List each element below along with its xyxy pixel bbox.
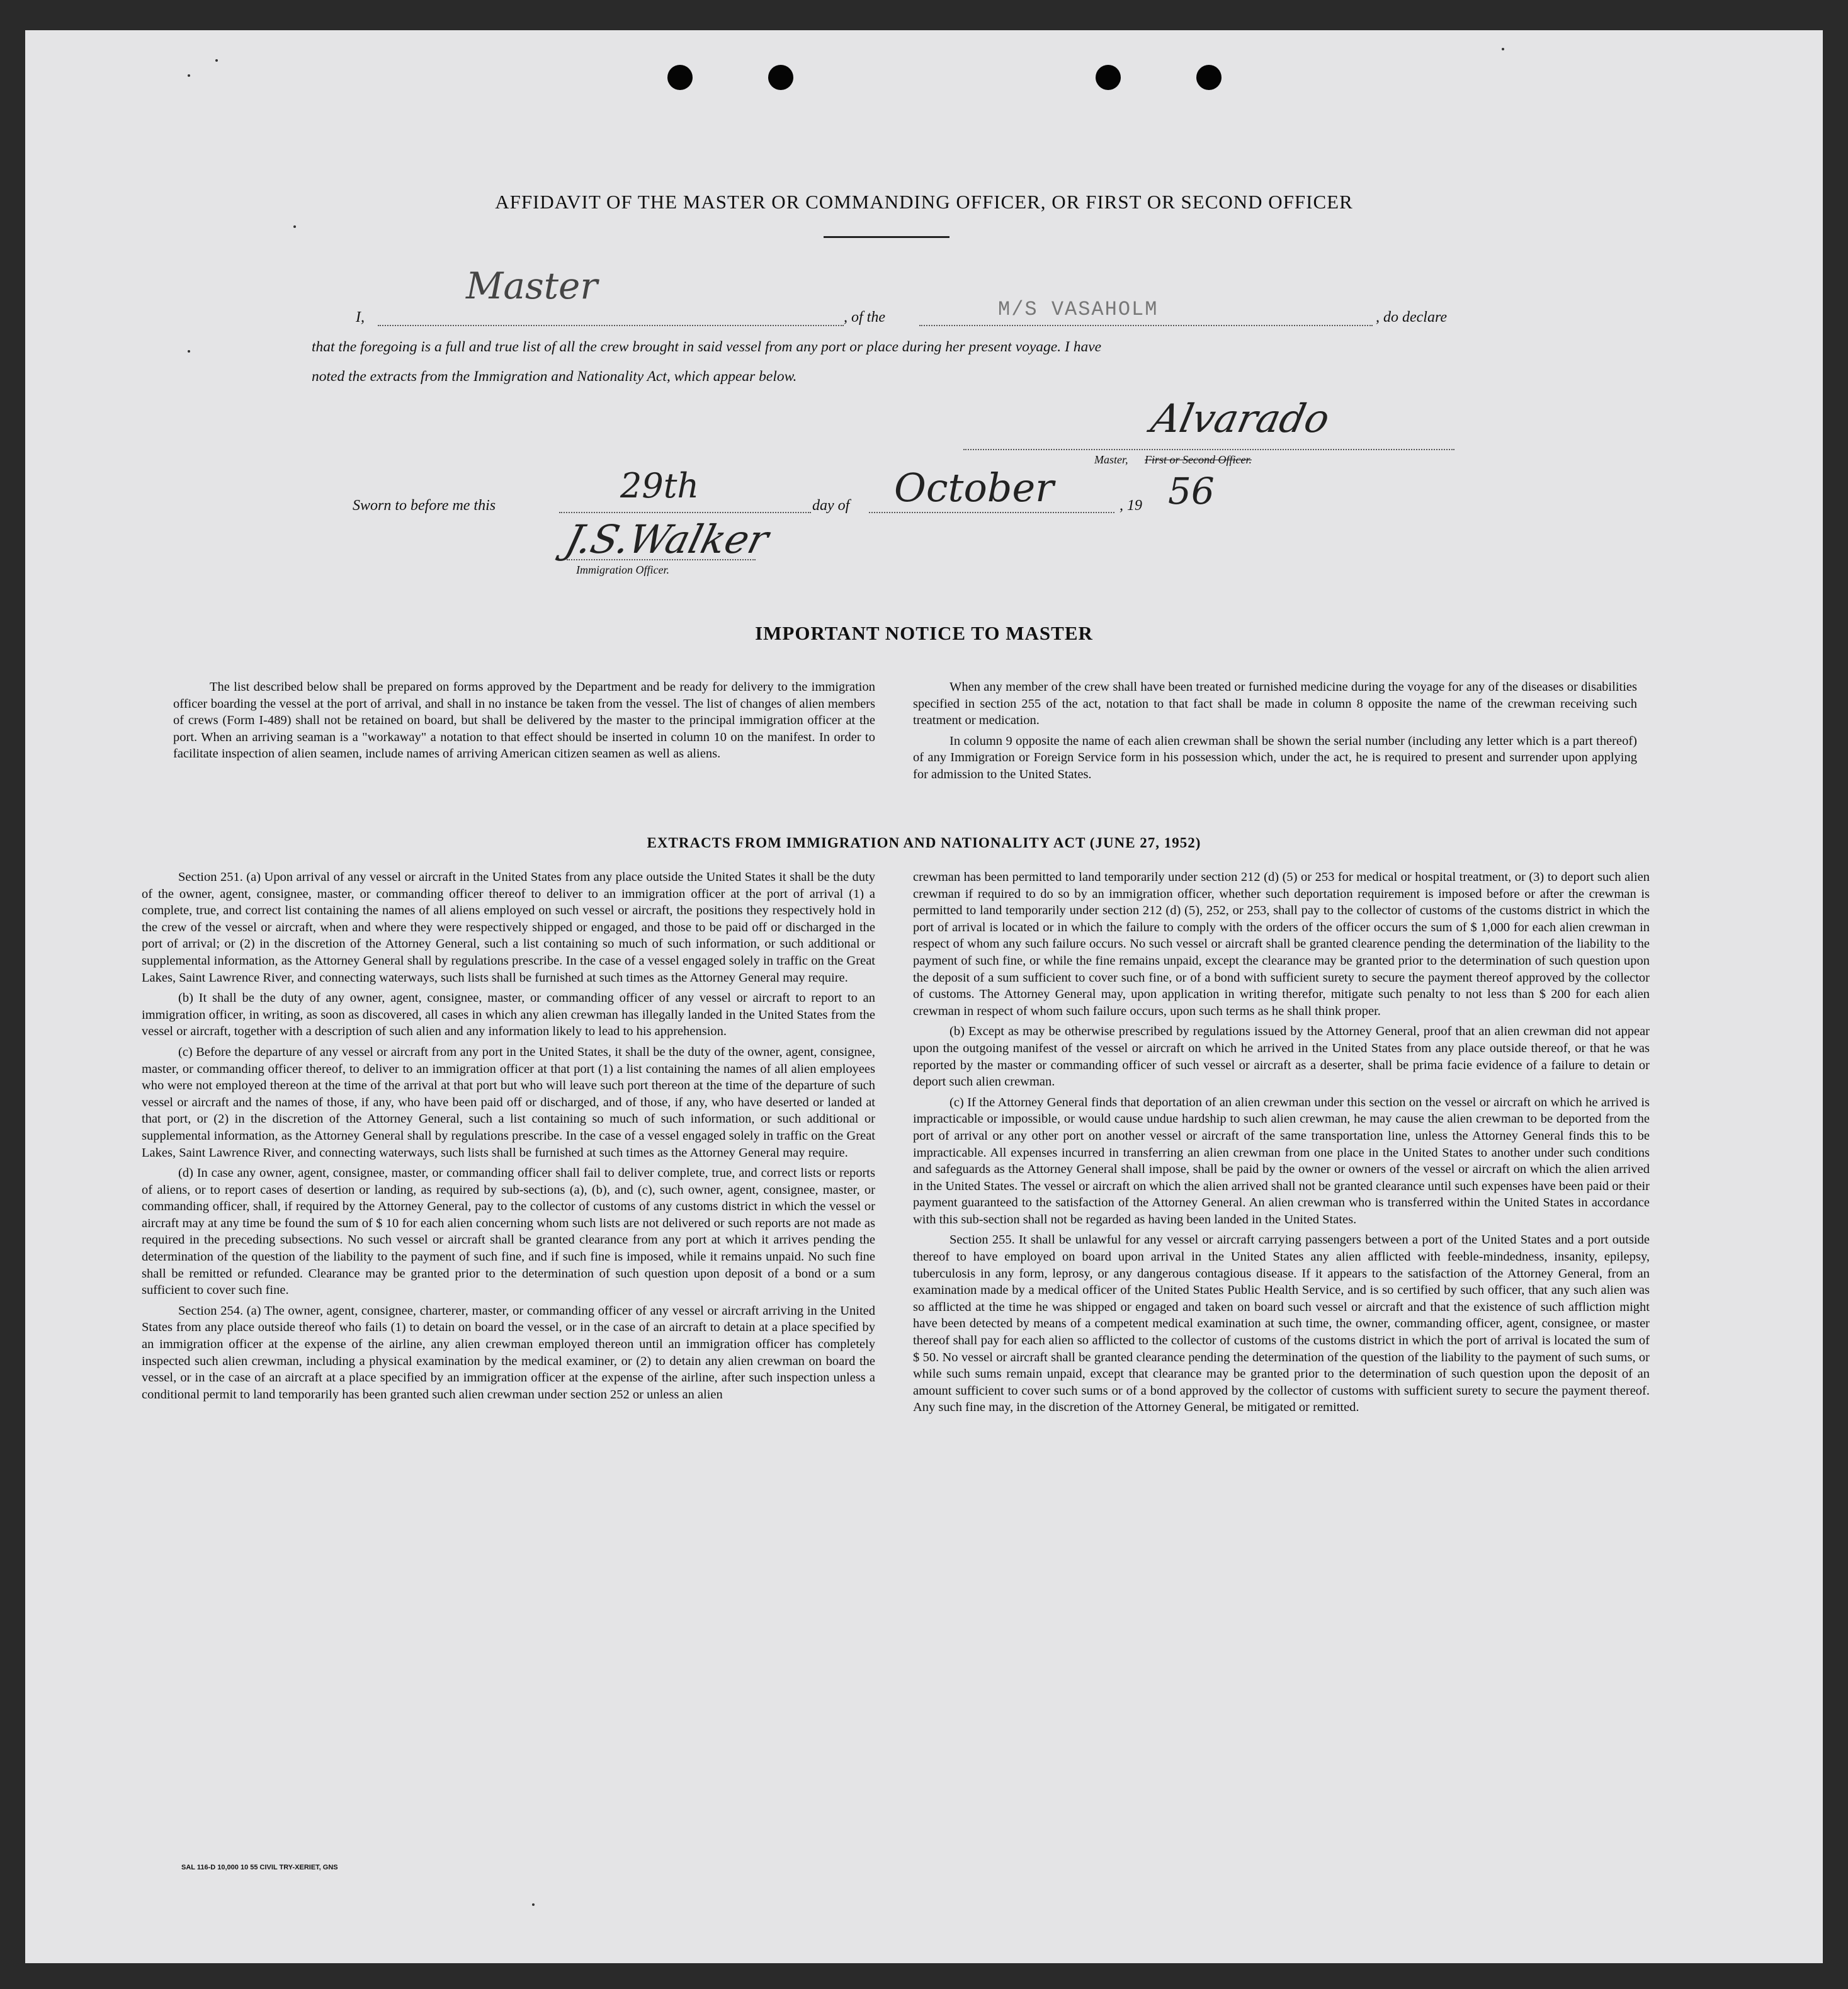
extract-paragraph: (c) Before the departure of any vessel or aircraft from any port in the United States, it shall be the duty of the owner, agent, consignee, master, or commanding officer thereof, to deliver to an immigration officer at that port (1) a list containing the names of all alien employees who were not employed thereon at the time of the arrival at that port but who will leave such port thereon at the time of the departure of such vessel or aircraft and the names of those, if any, who have been paid off or discharged, and of those, if any, who have deserted or landed at that port, or (2) in the discretion of the Attorney General, such a list containing so much of such information, or such additional or supplemental information, as the Attorney General shall by regulations prescribe. In the case of a vessel engaged solely in traffic on the Great Lakes, Saint Lawrence River, and connecting waterways, such lists shall be furnished at such times as the Attorney General may require.: [142, 1045, 875, 1160]
statement-line-2: noted the extracts from the Immigration and Nationality Act, which appear below.: [312, 368, 797, 385]
scan-speck: [188, 350, 190, 353]
officer-caption: Immigration Officer.: [576, 564, 669, 576]
extracts-title: EXTRACTS FROM IMMIGRATION AND NATIONALITY ACT (JUNE 27, 1952): [647, 835, 1201, 851]
notice-paragraph: The list described below shall be prepared on forms approved by the Department and be ready for delivery to the immigration officer boarding the vessel at the port of arrival, and shall in no instance be taken from the vessel. The list of changes of alien members of crews (Form I-489) shall not be retained on board, but shall be delivered by the master to the principal immigration officer at the port. When an arriving seaman is a "workaway" a notation to that effect should be inserted in column 10 on the manifest. In order to facilitate inspection of alien seamen, include names of arriving American citizen seamen as well as aliens.: [173, 680, 875, 761]
extract-paragraph: (d) In case any owner, agent, consignee, master, or commanding officer shall fail to deliver complete, true, and correct lists or reports of aliens, or to report cases of desertion or landing, as required by sub-sections (a), (b), and (c), such owner, agent, consignee, master, or commanding officer, shall, if required by the Attorney General, pay to the collector of customs of any customs district in which the vessel or aircraft may at any time be found the sum of $ 10 for each alien concerning whom such lists are not delivered or such reports are not made as required in the preceding subsections. No such vessel or aircraft shall be granted clearance from any port at which it arrives pending the determination of the question of the liability to the payment of such fine, and if such fine is imposed, while it remains unpaid. No such fine shall be remitted or refunded. Clearance may be granted prior to the determination of such question upon deposit of a bond or a sum sufficient to cover such fine.: [142, 1166, 875, 1298]
notice-right-column: [913, 679, 1637, 787]
punch-hole: [667, 65, 693, 90]
year-handwriting: 56: [1168, 470, 1215, 513]
punch-hole: [1196, 65, 1222, 90]
of-the-label: , of the: [844, 309, 885, 326]
day-line: [559, 512, 811, 513]
extracts-right-column: [913, 869, 1650, 1420]
master-signature-line: [963, 449, 1454, 450]
vessel-line: [919, 325, 1373, 326]
statement-line-1: that the foregoing is a full and true list of all the crew brought in said vessel from any port or place during her present voyage. I have: [312, 339, 1102, 355]
struck-officer-caption: First or Second Officer.: [1145, 453, 1252, 466]
declarant-line: [378, 325, 844, 326]
month-line: [869, 512, 1114, 513]
extract-paragraph: Section 251. (a) Upon arrival of any vessel or aircraft in the United States from any place outside the United States it shall be the duty of the owner, agent, consignee, master, or commanding officer thereof to deliver to an immigration officer at the port of arrival (1) a complete, true, and correct list containing the names of all aliens employed on such vessel or aircraft, the positions they respectively hold in the crew of the vessel or aircraft, when and where they were respectively shipped or engaged, and those to be paid off or discharged in the port of arrival; or (2) in the discretion of the Attorney General, such a list containing so much of such information, or such additional or supplemental information, as the Attorney General shall by regulations prescribe. In the case of a vessel engaged solely in traffic on the Great Lakes, Saint Lawrence River, and connecting waterways, such lists shall be furnished at such times as the Attorney General may require.: [142, 870, 875, 985]
month-handwriting: October: [894, 465, 1054, 511]
form-code: SAL 116-D 10,000 10 55 CIVIL TRY-XERIET, GNS: [181, 1864, 338, 1871]
officer-signature-line: [567, 559, 756, 560]
notice-left-column: [173, 679, 875, 766]
extracts-left-column: [142, 869, 875, 1407]
officer-signature: J.S.Walker: [560, 516, 773, 562]
do-declare-label: , do declare: [1376, 309, 1448, 326]
punch-hole: [1096, 65, 1121, 90]
extract-paragraph: (c) If the Attorney General finds that deportation of an alien crewman under this section on the vessel or aircraft on which he arrived is impracticable or impossible, or would cause undue hardship to such alien crewman, he may cause the alien crewman to be deported from the port of arrival or any other port on another vessel or aircraft of the same transportation line, unless the Attorney General finds this to be impracticable. All expenses incurred in transferring an alien crewman from one place in the United States to another under such conditions and safeguards as the Attorney General shall impose, shall be paid by the owner or owners of the vessel or aircraft on which the alien arrived in the United States. The vessel or aircraft on which the alien arrived shall not be granted clearance until such expenses have been paid or their payment guaranteed to the satisfaction of the Attorney General. An alien crewman who is transferred within the United States in accordance with this sub-section shall not be regarded as having been landed in the United States.: [913, 1095, 1650, 1227]
scan-speck: [532, 1903, 535, 1906]
day-handwriting: 29th: [620, 466, 700, 506]
master-caption: Master,: [1094, 453, 1128, 466]
day-of-label: day of: [812, 497, 850, 514]
notice-title: IMPORTANT NOTICE TO MASTER: [755, 622, 1093, 644]
master-signature: Alvarado: [1147, 395, 1334, 441]
year-prefix: , 19: [1120, 497, 1142, 514]
title-rule: [824, 236, 950, 238]
sworn-label: Sworn to before me this: [353, 497, 496, 514]
declarant-handwriting: Master: [466, 264, 598, 307]
vessel-stamp: M/S VASAHOLM: [998, 298, 1159, 321]
notice-paragraph: When any member of the crew shall have been treated or furnished medicine during the voyage for any of the diseases or disabilities specified in section 255 of the act, notation to that fact shall be made in column 8 opposite the name of the crewman receiving such treatment or medication.: [913, 680, 1637, 728]
scan-speck: [1502, 48, 1504, 50]
extract-paragraph: Section 255. It shall be unlawful for any vessel or aircraft carrying passengers between a port of the United States and a port outside thereof to have employed on board upon arrival in the United States any alien afflicted with feeble-mindedness, insanity, epilepsy, tuberculosis in any form, leprosy, or any dangerous contagious disease. If it appears to the satisfaction of the Attorney General, from an examination made by a medical officer of the United States Public Health Service, and is so certified by such officer, that any such alien was so afflicted at the time he was shipped or engaged and taken on board such vessel or aircraft and that the existence of such affliction might have been detected by means of a competent medical examination at such time, the owner, commanding officer, agent, consignee, or master thereof shall pay for each alien so afflicted to the collector of customs of the customs district in which the port of arrival is located the sum of $ 50. No vessel or aircraft shall be granted clearance pending the determination of the question of the liability to the payment of such sums, or while such sums remain unpaid, except that clearance may be granted prior to the determination of such question upon the deposit of an amount sufficient to cover such sums or of a bond approved by the collector of customs with sufficient surety to secure the payment thereof. Any such fine may, in the discretion of the Attorney General, be mitigated or remitted.: [913, 1233, 1650, 1415]
notice-paragraph: In column 9 opposite the name of each alien crewman shall be shown the serial number (including any letter which is a part thereof) of any Immigration or Foreign Service form in his possession which, under the act, he is required to present and surrender upon applying for admission to the United States.: [913, 734, 1637, 781]
affidavit-title: AFFIDAVIT OF THE MASTER OR COMMANDING OFFICER, OR FIRST OR SECOND OFFICER: [495, 191, 1353, 213]
extract-paragraph: (b) Except as may be otherwise prescribed by regulations issued by the Attorney General, proof that an alien crewman did not appear upon the outgoing manifest of the vessel or aircraft on which he arrived in the United States from any place outside thereof, or that he was reported by the master or commanding officer of such vessel or aircraft as a deserter, shall be prima facie evidence of a failure to detain or deport such alien crewman.: [913, 1024, 1650, 1089]
i-label: I,: [356, 309, 365, 326]
extract-paragraph: crewman has been permitted to land temporarily under section 212 (d) (5) or 253 for medical or hospital treatment, or (3) to deport such alien crewman if required to do so by an immigration officer, whether such deportation requirement is imposed before or after the crewman is permitted to land temporarily under section 212 (d) (5), 252, or 253, shall pay to the collector of customs of the customs district in which the port of arrival is located or in which the failure to comply with the orders of the officer occurs the sum of $ 1,000 for each alien crewman in respect of whom any such failure occurs. No such vessel or aircraft shall be granted clearence pending the determination of the liability to the payment of such fine, or while the fine remains unpaid, except the clearance may be granted prior to the determination of such question upon the deposit of a sum sufficient to cover such fine, or of a bond with sufficient surety to secure the payment thereof approved by the collector of customs. The Attorney General may, upon application in writing therefor, mitigate such penalty to not less than $ 200 for each alien crewman in respect of whom such failure occurs, upon such terms as he shall think proper.: [913, 870, 1650, 1018]
scan-speck: [293, 225, 296, 228]
scan-speck: [188, 74, 190, 77]
extract-paragraph: Section 254. (a) The owner, agent, consignee, charterer, master, or commanding officer of any vessel or aircraft arriving in the United States from any place outside thereof who fails (1) to detain on board the vessel, or in the case of an aircraft to detain at a place specified by an immigration officer at the expense of the airline, any alien crewman employed thereon until an immigration officer has completely inspected such alien crewman, including a physical examination by the medical examiner, or (2) to detain any alien crewman on board the vessel, or in the case of an aircraft at a place specified by an immigration officer at the expense of the airline, after such inspection unless a conditional permit to land temporarily has been granted such alien crewman under section 252 or unless an alien: [142, 1303, 875, 1402]
extract-paragraph: (b) It shall be the duty of any owner, agent, consignee, master, or commanding officer of any vessel or aircraft to report to an immigration officer, in writing, as soon as discovered, all cases in which any alien crewman has illegally landed in the United States from the vessel or aircraft, together with a description of such alien and any information likely to lead to his apprehension.: [142, 991, 875, 1039]
scan-speck: [215, 59, 218, 62]
punch-hole: [768, 65, 793, 90]
document-page: [25, 30, 1823, 1963]
